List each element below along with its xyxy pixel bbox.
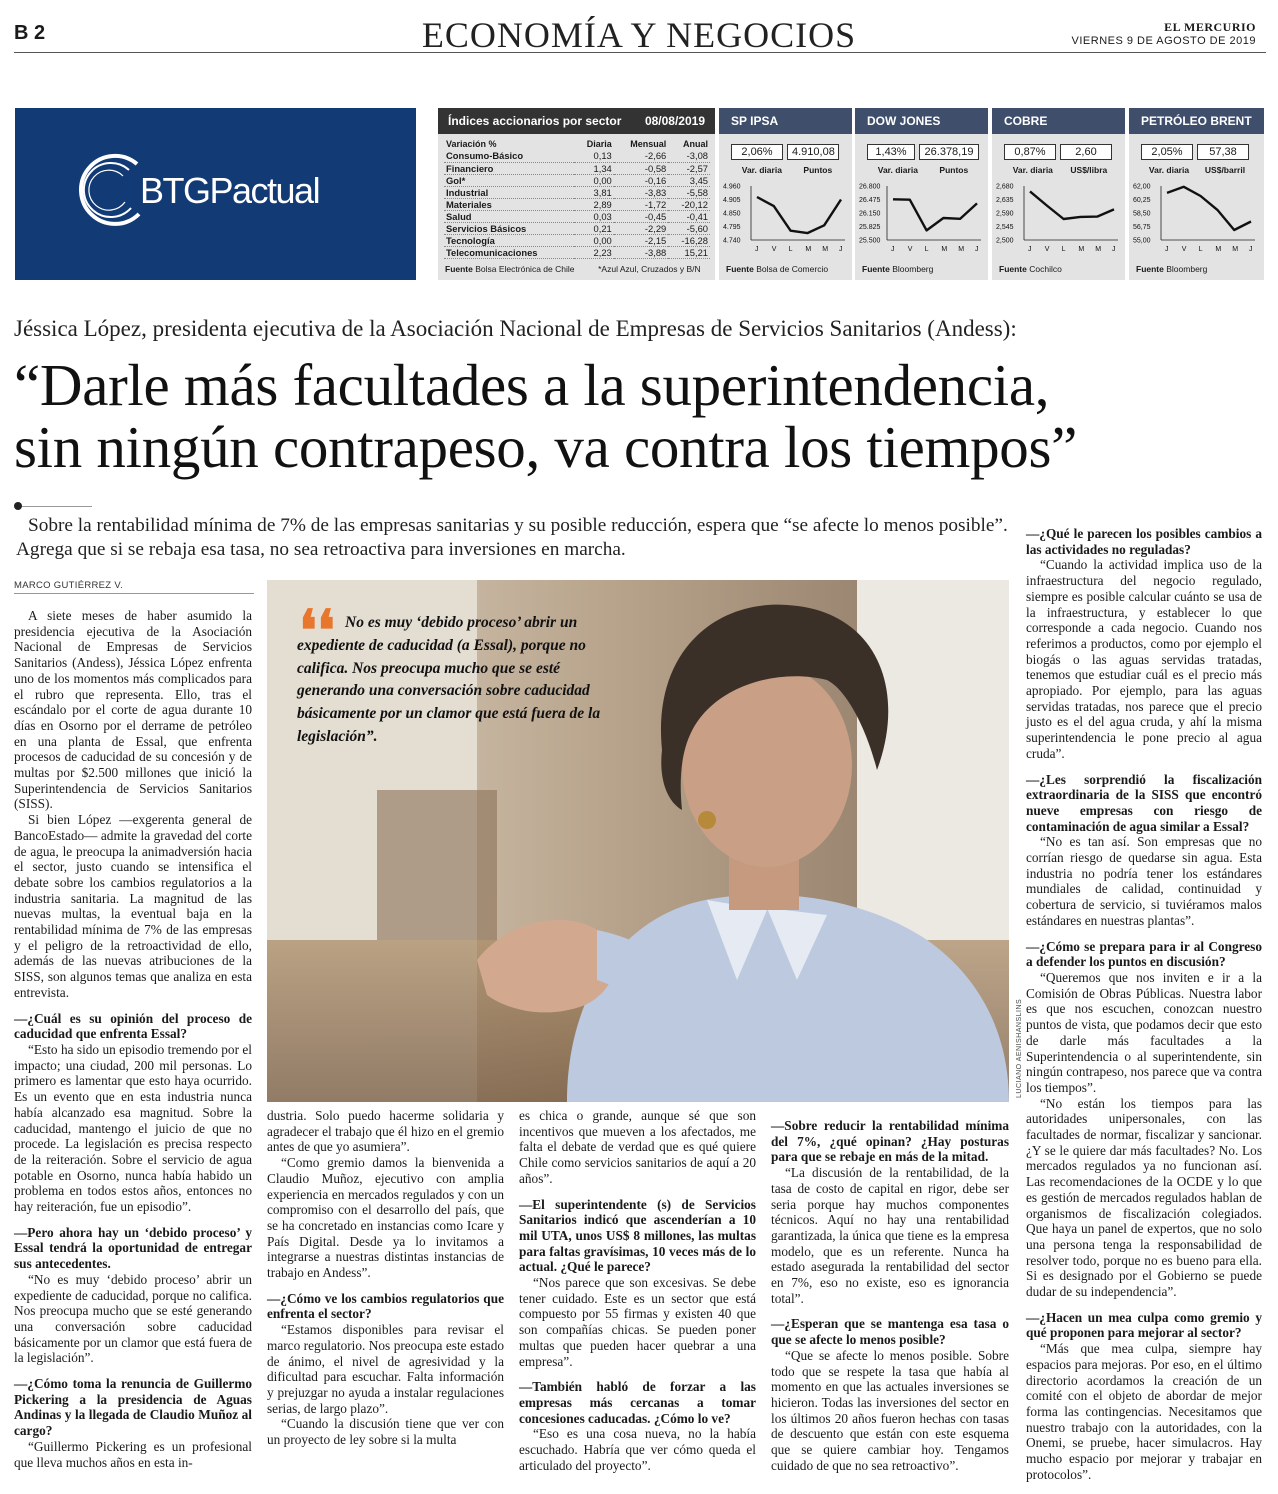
sector-name: Gol* [444, 174, 574, 186]
x-tick-label: V [771, 246, 777, 253]
byline-rule [14, 593, 254, 594]
y-tick-label: 26.150 [859, 210, 881, 218]
byline: MARCO GUTIÉRREZ V. [14, 580, 124, 591]
index-table [444, 138, 710, 259]
article-subhead: Sobre la rentabilidad mínima de 7% de las empresas sanitarias y su posible reducción, espera que “se afecte lo menos posible”. Agrega que si se rebaja esa tasa, no sea retroactiva para inversiones en marcha. [16, 515, 1008, 560]
btg-pactual-ad[interactable] [15, 108, 416, 280]
y-tick-label: 4.795 [723, 224, 741, 231]
sector-name: Tecnología [444, 235, 574, 247]
article-paragraph: “La discusión de la rentabilidad, de la tasa de costo de capital en rigor, debe ser seria porque hay muchos componentes técnicos. Aquí no hay una rentabilidad garantizada, la única que tiene es la empresa modelo, que es un referente. Nunca ha estado asegurada la rentabilidad del sector en 7%, eso no existe, eso es ignorancia total”. [771, 1165, 1009, 1306]
value-label: US$/barril [1204, 165, 1246, 175]
x-tick-label: J [839, 246, 843, 253]
article-paragraph: “Esto ha sido un episodio tremendo por el impacto; una ciudad, 200 mil personas. Lo primero es lamentar que esto haya ocurrido. Es un evento que en esta industria nunca había alcanzado esa magnitud. Sobre la caducidad, mantengo el juicio de que no procede. La legislación es precisa respecto de la reiteración. Sobre el servicio de agua potable en Osorno, nunca había habido un problema en todos estos años, entonces no hay reiteración, fue un episodio”. [14, 1041, 252, 1215]
x-tick-label: L [1198, 246, 1203, 253]
x-tick-label: J [1165, 246, 1169, 253]
value-label: Puntos [939, 165, 969, 175]
sector-value: 0,13 [574, 150, 614, 162]
pull-quote [297, 601, 617, 749]
index-row [444, 235, 710, 247]
x-tick-label: J [891, 246, 895, 253]
sector-name: Materiales [444, 198, 574, 210]
chart-panel-ipsa: SP IPSA 2,06% 4.910,08 Var. diaria Puntos 4.960 4.905 4.850 4.795 4.740 J V L M M J Fuente Bolsa de Comercio [719, 108, 852, 280]
y-tick-label: 2,500 [996, 237, 1014, 245]
article-column-2 [267, 1108, 504, 1448]
x-tick-label: M [822, 246, 829, 253]
sector-value: -20,12 [668, 198, 710, 210]
sector-value: -0,16 [614, 174, 669, 186]
y-tick-label: 25.500 [859, 237, 881, 245]
index-date: 08/08/2019 [644, 114, 705, 128]
dow-line-chart [859, 178, 985, 264]
article-paragraph: “Estamos disponibles para revisar el marco regulatorio. Nos preocupa este estado de ánimo, el nivel de agresividad y la dificultad para escuchar. Falta información y prejuzgar no ayuda a instalar regulaciones serias, de largo plazo”. [267, 1322, 504, 1416]
headline-line-1: “Darle más facultades a la superintendencia, [14, 352, 1050, 418]
article-paragraph: A siete meses de haber asumido la presidencia ejecutiva de la Asociación Nacional de Empresas de Servicios Sanitarios (Andess), Jéssica López enfrenta uno de los momentos más complicados para el rubro que representa. Ello, tras el escándalo por el corte de agua durante 10 días en Osorno por el derrame de petróleo en una planta de Essal, que enfrenta procesos de caducidad de su concesión y de multas por $2.500 millones que inició la Superintendencia de Servicios Sanitarios (SISS). [14, 608, 252, 812]
x-tick-label: V [907, 246, 913, 253]
pct-label: Var. diaria [1012, 165, 1053, 175]
cobre-line-chart [996, 178, 1122, 264]
sector-value: 0,03 [574, 210, 614, 222]
article-column-1 [14, 608, 252, 1470]
x-tick-label: M [1078, 246, 1085, 253]
article-paragraph: “No es muy ‘debido proceso’ abrir un expediente de caducidad, porque no califica. Nos preocupa mucho que se esté generando una conversación sobre caducidad básicamente por un clamor que está fuera de la legislación”. [14, 1271, 252, 1366]
article-paragraph: “Cuando la discusión tiene que ver con un proyecto de ley sobre si la multa [267, 1416, 504, 1448]
interview-question: —¿Cómo ve los cambios regulatorios que enfrenta el sector? [267, 1290, 504, 1322]
sector-value: -2,29 [614, 223, 669, 235]
sector-value: -2,15 [614, 235, 669, 247]
article-column-5 [1026, 516, 1262, 1482]
sector-value: 15,21 [668, 247, 710, 259]
chart-panel-brent: PETRÓLEO BRENT 2,05% 57,38 Var. diaria US$/barril 62,00 60,25 58,50 56,75 55,00 J V L M M J Fuente Bloomberg [1129, 108, 1264, 280]
y-tick-label: 60,25 [1133, 197, 1151, 204]
chart-value: 57,38 [1197, 144, 1249, 160]
article-paragraph: dustria. Solo puedo hacerme solidaria y agradecer el trabajo que él hizo en el gremio antes de que yo asumiera”. [267, 1108, 504, 1155]
index-title: Índices accionarios por sector [448, 114, 622, 128]
brent-line-chart [1133, 178, 1259, 264]
btg-logo-icon [77, 146, 147, 236]
index-col-header: Diaria [586, 139, 612, 149]
chart-pct: 2,06% [731, 144, 783, 160]
sector-value: -16,28 [668, 235, 710, 247]
interview-question: —¿Esperan que se mantenga esa tasa o que se afecte lo menos posible? [771, 1316, 1009, 1348]
y-tick-label: 4.905 [723, 197, 741, 204]
bullet-dot [14, 502, 22, 510]
article-paragraph: “No es tan así. Son empresas que no corrían riesgo de quedarse sin agua. Esta industria no podría tener los estándares mundiales de calidad, continuidad y cobertura de servicio, si tuviéramos malos estándares en nuestras plantas”. [1026, 834, 1262, 928]
article-paragraph: “Más que mea culpa, siempre hay espacios para mejoras. Por eso, en el último directorio acordamos la creación de un comité con el objeto de abordar de mejor forma las contingencias. Necesitamos que nuestro trabajo con la autoridades, con la Onemi, se pruebe, hacer simulacros. Hay mucho espacio por mejorar y trabajar en protocolos”. [1026, 1341, 1262, 1482]
sector-value: -1,72 [614, 198, 669, 210]
series-line [893, 199, 977, 230]
article-paragraph: “Eso es una cosa nueva, no la había escuchado. Habría que ver cómo queda el articulado del proyecto”. [519, 1426, 756, 1473]
x-tick-label: L [788, 246, 793, 253]
sector-name: Telecomunicaciones [444, 247, 574, 259]
sector-value: 0,21 [574, 223, 614, 235]
x-tick-label: J [1249, 246, 1253, 253]
pct-label: Var. diaria [741, 165, 782, 175]
sector-value: -5,58 [668, 186, 710, 198]
chart-title: SP IPSA [719, 108, 852, 134]
index-col-header: Anual [682, 139, 708, 149]
chart-pct: 2,05% [1141, 144, 1193, 160]
sector-value: 3,45 [668, 174, 710, 186]
interview-question: —¿Les sorprendió la fiscalización extraordinaria de la SISS que encontró nueve empresas con riesgo de contaminación de agua similar a Essal? [1026, 771, 1262, 834]
x-tick-label: J [975, 246, 979, 253]
index-footer: Fuente Bolsa Electrónica de Chile *Azul Azul, Cruzados y B/N [445, 264, 701, 274]
sector-name: Industrial [444, 186, 574, 198]
sector-index-panel [438, 108, 715, 280]
interview-question: —También habló de forzar a las empresas más cercanas a tomar concesiones caducadas. ¿Cómo lo ve? [519, 1379, 756, 1426]
header-rule [14, 52, 1266, 53]
y-tick-label: 2,590 [996, 210, 1014, 218]
x-tick-label: M [941, 246, 948, 253]
y-tick-label: 56,75 [1133, 224, 1151, 231]
y-tick-label: 26.800 [859, 183, 881, 191]
index-col-header: Mensual [630, 139, 667, 149]
index-row [444, 174, 710, 186]
index-row [444, 186, 710, 198]
sector-value: 2,89 [574, 198, 614, 210]
index-row [444, 210, 710, 222]
x-tick-label: V [1044, 246, 1050, 253]
article-paragraph: “Nos parece que son excesivas. Se debe tener cuidado. Este es un sector que está compuesto por 55 firmas y existen 40 que son compañías chicas. Se pueden poner multas que pueden hacer quebrar a una empresa”. [519, 1275, 756, 1369]
page-number: B 2 [14, 22, 46, 44]
x-tick-label: M [1095, 246, 1102, 253]
article-paragraph: “No están los tiempos para las autoridades unipersonales, con las facultades de normar, fiscalizar y sancionar. ¿Y se le quiere dar más facultades? No. Los mercados regulados ya no funcionan así. Las recomendaciones de la OCDE y lo que es gestión de mercados regulados hablan de organismos de fiscalización colegiados. Que haya un panel de expertos, que no solo una persona tenga la responsabilidad de resolver todo, porque no es bueno para ella. Si es designado por el Gobierno se puede dudar de su independencia”. [1026, 1095, 1262, 1300]
interview-question: —Pero ahora hay un ‘debido proceso’ y Essal tendrá la oportunidad de entregar sus antecedentes. [14, 1224, 252, 1272]
chart-panel-dow: DOW JONES 1,43% 26.378,19 Var. diaria Puntos 26.800 26.475 26.150 25.825 25.500 J V L M M J Fuente Bloomberg [855, 108, 988, 280]
chart-value: 26.378,19 [919, 144, 979, 160]
interview-question: —¿Cuál es su opinión del proceso de caducidad que enfrenta Essal? [14, 1010, 252, 1042]
index-col-header: Variación % [446, 139, 497, 149]
sector-value: -0,45 [614, 210, 669, 222]
series-line [1167, 187, 1251, 230]
issue-date: VIERNES 9 DE AGOSTO DE 2019 [1071, 35, 1256, 47]
article-paragraph: “Guillermo Pickering es un profesional que lleva muchos años en esta in- [14, 1438, 252, 1470]
series-line [757, 197, 841, 233]
index-row [444, 150, 710, 162]
chart-title: PETRÓLEO BRENT [1129, 108, 1264, 134]
y-tick-label: 58,50 [1133, 210, 1151, 218]
chart-title: DOW JONES [855, 108, 988, 134]
x-tick-label: V [1181, 246, 1187, 253]
sector-value: -2,66 [614, 150, 669, 162]
sector-name: Consumo-Básico [444, 150, 574, 162]
sector-value: -0,58 [614, 162, 669, 174]
series-line [1030, 191, 1114, 219]
index-row [444, 223, 710, 235]
y-tick-label: 55,00 [1133, 237, 1151, 245]
x-tick-label: J [755, 246, 759, 253]
chart-value: 4.910,08 [787, 144, 839, 160]
y-tick-label: 25.825 [859, 224, 881, 231]
article-headline [14, 354, 1077, 478]
x-tick-label: J [1028, 246, 1032, 253]
chart-panel-cobre: COBRE 0,87% 2,60 Var. diaria US$/libra 2,680 2,635 2,590 2,545 2,500 J V L M M J Fuente Cochilco [992, 108, 1125, 280]
y-tick-label: 2,635 [996, 197, 1014, 204]
sector-value: -3,08 [668, 150, 710, 162]
quote-mark-icon: ❛❛ [299, 601, 336, 663]
chart-title: COBRE [992, 108, 1125, 134]
y-tick-label: 4.960 [723, 183, 741, 191]
photo-credit: LUCIANO AENISHANSLINS [1016, 998, 1023, 1098]
x-tick-label: J [1112, 246, 1116, 253]
pull-quote-text: No es muy ‘debido proceso’ abrir un expediente de caducidad (a Essal), porque no califica. Nos preocupa mucho que se esté generando una conversación sobre caducidad básicamente por un clamor que está fuera de la legislación”. [297, 614, 601, 745]
article-kicker: Jéssica López, presidenta ejecutiva de la Asociación Nacional de Empresas de Servicios Sanitarios (Andess): [14, 316, 1017, 341]
sector-name: Servicios Básicos [444, 223, 574, 235]
paper-name: EL MERCURIO [1164, 20, 1256, 34]
y-tick-label: 26.475 [859, 197, 881, 204]
sector-name: Financiero [444, 162, 574, 174]
interview-question: —Sobre reducir la rentabilidad mínima del 7%, ¿qué opinan? ¿Hay posturas para que se rebaje en más de la mitad. [771, 1118, 1009, 1165]
value-label: Puntos [803, 165, 833, 175]
article-column-3 [519, 1108, 756, 1473]
x-tick-label: L [1061, 246, 1066, 253]
article-column-4 [771, 1108, 1009, 1473]
article-paragraph: “Cuando la actividad implica uso de la infraestructura del negocio regulado, siempre es posible calcular cuánto se usa de la infraestructura, y establecer lo que corresponde a cada negocio. Cuando nos referimos a productos, como por ejemplo el biogás o las aguas servidas tratadas, tenemos que estudiar cuál es el precio más apropiado. Por ejemplo, para las aguas servidas tratadas, nos parece que el precio justo es el del agua cruda, y ahí la misma superintendencia le pone precio al agua cruda”. [1026, 557, 1262, 761]
interview-question: —¿Qué le parecen los posibles cambios a las actividades no reguladas? [1026, 526, 1262, 557]
pct-label: Var. diaria [877, 165, 918, 175]
article-paragraph: Si bien López —exgerenta general de BancoEstado— admite la gravedad del corte de agua, le preocupa la animadversión hacia el sector, justo cuando se intensifica el debate sobre los cambios regulatorios a la industria sanitaria. La magnitud de las nuevas multas, la eventual baja en la rentabilidad mínima de 7% de las empresas y el peligro de la retroactividad de ello, además de las nuevas atribuciones de la SISS, son algunos temas que analiza en esta entrevista. [14, 812, 252, 1000]
x-tick-label: L [924, 246, 929, 253]
interview-question: —¿Cómo toma la renuncia de Guillermo Pickering a la presidencia de Aguas Andinas y la llegada de Claudio Muñoz al cargo? [14, 1376, 252, 1439]
y-tick-label: 2,680 [996, 183, 1014, 191]
index-row [444, 198, 710, 210]
chart-pct: 0,87% [1004, 144, 1056, 160]
sector-value: 0,00 [574, 174, 614, 186]
interview-question: —¿Cómo se prepara para ir al Congreso a defender los puntos en discusión? [1026, 938, 1262, 970]
y-tick-label: 2,545 [996, 224, 1014, 231]
y-tick-label: 62,00 [1133, 183, 1151, 191]
sector-value: 2,23 [574, 247, 614, 259]
btg-brand: BTGPactual [140, 170, 320, 211]
bullet-rule [22, 506, 92, 507]
headline-line-2: sin ningún contrapeso, va contra los tiempos” [14, 414, 1078, 480]
pct-label: Var. diaria [1148, 165, 1190, 175]
y-tick-label: 4.740 [723, 237, 741, 245]
index-header [438, 108, 715, 134]
masthead [1072, 20, 1256, 47]
x-tick-label: M [1232, 246, 1239, 253]
x-tick-label: M [1215, 246, 1222, 253]
value-label: US$/libra [1070, 165, 1108, 175]
article-paragraph: “Queremos que nos inviten e ir a la Comisión de Obras Públicas. Nuestra labor es que nos escuchen, conozcan nuestro puntos de vista, que podamos decir que esto de darle más facultades a la Superintendencia o al superintendente, sin ningún contrapeso, nos parece que va contra los tiempos”. [1026, 969, 1262, 1095]
y-tick-label: 4.850 [723, 210, 741, 218]
ipsa-line-chart [723, 178, 849, 264]
article-paragraph: es chica o grande, aunque sé que son incentivos que mueven a los afectados, me falta el debate de verdad que es qué quiere Chile como servicios sanitarios de aquí a 20 años”. [519, 1108, 756, 1186]
index-row [444, 162, 710, 174]
chart-pct: 1,43% [867, 144, 915, 160]
sector-value: 3,81 [574, 186, 614, 198]
sector-value: -3,83 [614, 186, 669, 198]
index-row [444, 247, 710, 259]
sector-value: -0,41 [668, 210, 710, 222]
x-tick-label: M [958, 246, 965, 253]
article-paragraph: “Como gremio damos la bienvenida a Claudio Muñoz, ejecutivo con amplia experiencia en mercados regulados y con un compromiso con el desarrollo del país, que se ha concretado en instancias como Icare y País Digital. Desde ya lo invitamos a integrarse a nuestras distintas instancias de trabajo en Andess”. [267, 1155, 504, 1281]
chart-value: 2,60 [1060, 144, 1112, 160]
sector-value: 0,00 [574, 235, 614, 247]
sector-value: -5,60 [668, 223, 710, 235]
sector-value: 1,34 [574, 162, 614, 174]
section-title: ECONOMÍA Y NEGOCIOS [421, 15, 857, 55]
interview-question: —El superintendente (s) de Servicios Sanitarios indicó que ascenderían a 10 mil UTA, unos US$ 8 millones, las multas para faltas gravísimas, 10 veces más de lo actual. ¿Qué le parece? [519, 1196, 756, 1275]
sector-value: -3,88 [614, 247, 669, 259]
article-paragraph: “Que se afecte lo menos posible. Sobre todo que se respete la tasa que había al momento en que las actuales inversiones se hicieron. Todas las inversiones del sector en los últimos 20 años fueron hechas con tasas de descuento que están con este esquema que se quiere cambiar hoy. Tengamos cuidado de que no sea retroactivo”. [771, 1347, 1009, 1473]
x-tick-label: M [805, 246, 812, 253]
sector-name: Salud [444, 210, 574, 222]
sector-value: -2,57 [668, 162, 710, 174]
interview-question: —¿Hacen un mea culpa como gremio y qué proponen para mejorar al sector? [1026, 1309, 1262, 1341]
